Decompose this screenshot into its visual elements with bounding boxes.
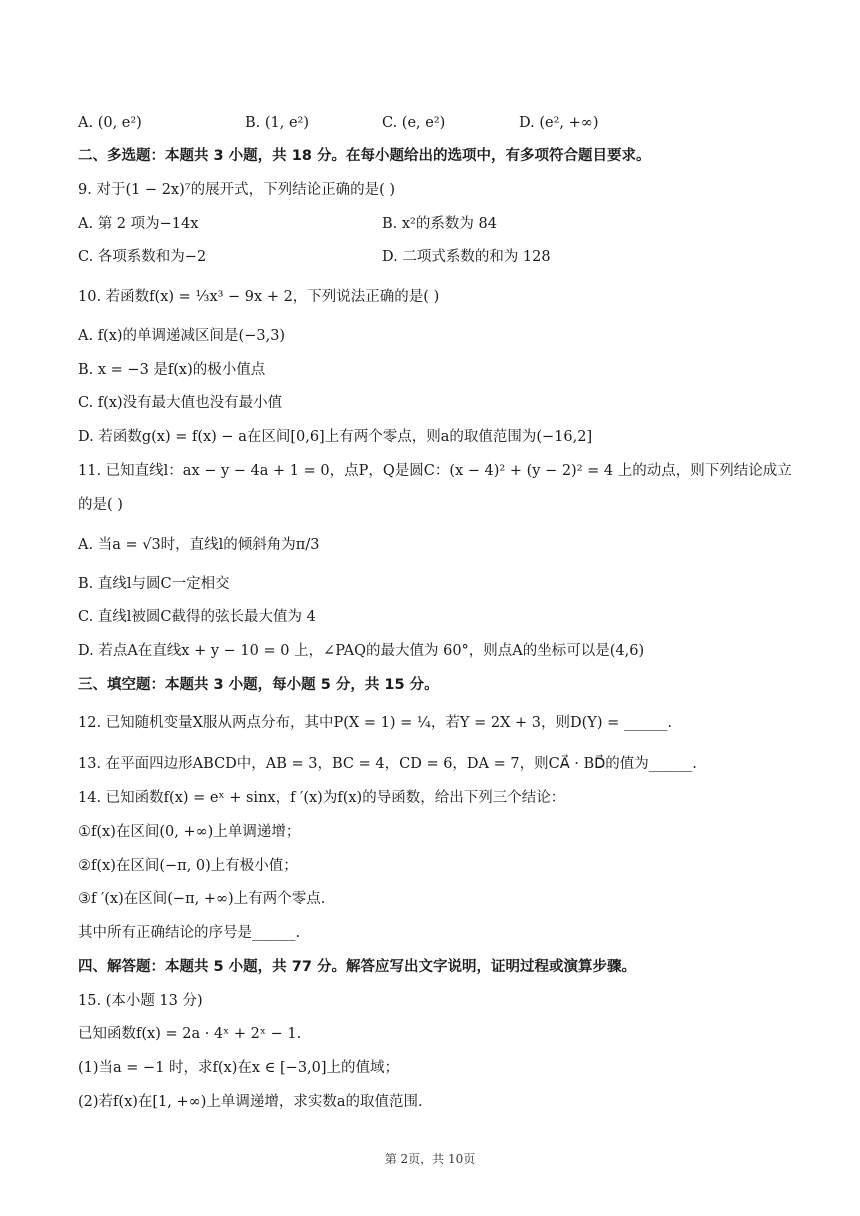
q14-item-1: ①f(x)在区间(0, +∞)上单调递增； [78, 824, 301, 840]
page-footer: 第 2页，共 10页 [384, 1152, 476, 1166]
q8-option-a: A. (0, e²) [78, 115, 142, 131]
section-heading-fill-blank: 三、填空题：本题共 3 小题，每小题 5 分，共 15 分。 [78, 677, 439, 693]
q8-option-c: C. (e, e²) [382, 115, 446, 131]
q11-option-d: D. 若点A在直线x + y − 10 = 0 上，∠PAQ的最大值为 60°，则点A的坐标可以是(4,6) [78, 643, 645, 659]
q10-option-d: D. 若函数g(x) = f(x) − a在区间[0,6]上有两个零点，则a的取值范围为(−16,2] [78, 429, 593, 445]
q14-stem: 14. 已知函数f(x) = eˣ + sinx，f ′(x)为f(x)的导函数，给出下列三个结论： [78, 790, 566, 806]
q9-option-b: B. x²的系数为 84 [382, 216, 497, 232]
q15-stem: 已知函数f(x) = 2a · 4ˣ + 2ˣ − 1. [78, 1026, 302, 1042]
q10-option-c: C. f(x)没有最大值也没有最小值 [78, 395, 283, 411]
q14-item-3: ③f ′(x)在区间(−π, +∞)上有两个零点. [78, 891, 326, 907]
q10-option-a: A. f(x)的单调递减区间是(−3,3) [78, 328, 286, 344]
q14-item-2: ②f(x)在区间(−π, 0)上有极小值； [78, 858, 298, 874]
q11-stem-line1: 11. 已知直线l：ax − y − 4a + 1 = 0，点P，Q是圆C：(x − 4)² + (y − 2)² = 4 上的动点，则下列结论成立 [78, 463, 792, 479]
q8-option-b: B. (1, e²) [245, 115, 310, 131]
q10-option-b: B. x = −3 是f(x)的极小值点 [78, 362, 266, 378]
section-heading-multi-choice: 二、多选题：本题共 3 小题，共 18 分。在每小题给出的选项中，有多项符合题目要求。 [78, 148, 651, 164]
q9-option-c: C. 各项系数和为−2 [78, 249, 207, 265]
q15-part-2: (2)若f(x)在[1, +∞)上单调递增，求实数a的取值范围. [78, 1094, 423, 1110]
q9-option-d: D. 二项式系数的和为 128 [382, 249, 551, 265]
q14-ask: 其中所有正确结论的序号是______. [78, 925, 301, 941]
q8-option-d: D. (e², +∞) [519, 115, 599, 131]
q15-part-1: (1)当a = −1 时，求f(x)在x ∈ [−3,0]上的值域； [78, 1060, 400, 1076]
q11-stem-line2: 的是( ) [78, 497, 123, 513]
q11-option-a: A. 当a = √3时，直线l的倾斜角为π/3 [78, 537, 320, 553]
q15-head: 15. (本小题 13 分) [78, 993, 203, 1009]
q11-option-c: C. 直线l被圆C截得的弦长最大值为 4 [78, 609, 316, 625]
q9-stem: 9. 对于(1 − 2x)⁷的展开式，下列结论正确的是( ) [78, 182, 395, 198]
q10-stem: 10. 若函数f(x) = ⅓x³ − 9x + 2，下列说法正确的是( ) [78, 289, 440, 305]
q12-stem: 12. 已知随机变量X服从两点分布，其中P(X = 1) = ¼，若Y = 2X + 3，则D(Y) = ______. [78, 715, 672, 731]
q13-stem: 13. 在平面四边形ABCD中，AB = 3，BC = 4，CD = 6，DA = 7，则CA⃗ · BD⃗的值为______. [78, 756, 697, 772]
section-heading-solutions: 四、解答题：本题共 5 小题，共 77 分。解答应写出文字说明，证明过程或演算步骤。 [78, 959, 636, 975]
q9-option-a: A. 第 2 项为−14x [78, 216, 199, 232]
q11-option-b: B. 直线l与圆C一定相交 [78, 576, 230, 592]
